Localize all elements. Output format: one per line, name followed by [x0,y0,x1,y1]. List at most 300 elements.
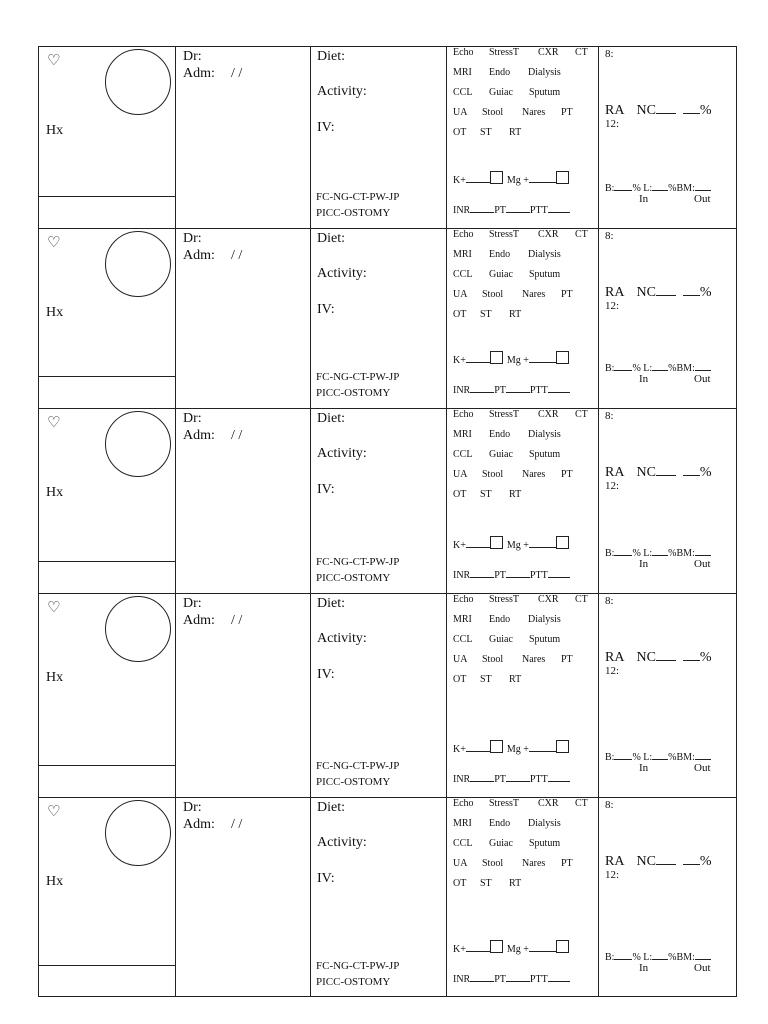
tests-cell [447,594,599,797]
test-option: Guiac [489,269,513,280]
nc-label: NC [636,285,656,300]
time-8: 8: [605,48,614,60]
nc-label: NC [636,465,656,480]
b-label: B: [605,363,615,374]
test-option: RT [509,674,522,685]
test-option: Dialysis [528,818,561,829]
fill-blank[interactable] [683,651,700,661]
coag-line [453,383,570,396]
fill-blank[interactable] [652,950,668,960]
test-option: PT [561,107,573,118]
fill-blank[interactable] [652,181,668,191]
test-option: Sputum [529,269,561,280]
test-option: Endo [489,818,511,829]
fill-blank[interactable] [614,950,632,960]
test-option: MRI [453,429,472,440]
patient-block [38,46,737,228]
test-option: Echo [453,409,474,420]
fill-blank[interactable] [548,972,570,982]
orders-cell [311,229,447,408]
fill-blank[interactable] [470,772,494,782]
test-option: ST [480,878,492,889]
inr-label: INR [453,385,471,396]
test-option: CT [575,798,588,809]
percent-sign: % [699,285,712,300]
mg-checkbox[interactable] [556,171,569,184]
bm-label: %BM: [668,952,695,963]
doctor-cell [176,47,311,228]
test-option: StressT [489,594,519,605]
pt-label: PT [494,570,506,581]
test-option: MRI [453,818,472,829]
fill-blank[interactable] [466,942,490,952]
dr-label: Dr: [183,596,202,611]
fill-blank[interactable] [548,772,570,782]
k-checkbox[interactable] [490,940,503,953]
patient-id-cell [39,798,176,996]
fill-blank[interactable] [529,538,556,548]
cell-divider [39,376,175,377]
patient-id-cell [39,409,176,593]
fill-blank[interactable] [656,466,676,476]
test-option: PT [561,289,573,300]
test-option: OT [453,878,467,889]
doctor-cell [176,229,311,408]
in-label: In [639,558,649,570]
ra-line [605,465,712,481]
coag-line [453,203,570,216]
adm-label: Adm: [183,66,215,81]
ra-label: RA [605,103,625,118]
hx-label: Hx [46,485,64,500]
ra-line [605,650,712,666]
vitals-cell [599,47,738,228]
lines-label: FC-NG-CT-PW-JP [316,760,400,772]
test-option: Endo [489,614,511,625]
b-label: B: [605,752,615,763]
patient-circle[interactable] [105,800,171,866]
test-option: MRI [453,249,472,260]
test-option: ST [480,489,492,500]
test-option: StressT [489,409,519,420]
diet-label: Diet: [317,800,345,815]
test-option: Nares [522,469,546,480]
picc-label: PICC-OSTOMY [316,207,391,219]
test-option: Echo [453,798,474,809]
pt-label: PT [494,205,506,216]
time-8: 8: [605,799,614,811]
fill-blank[interactable] [695,546,711,556]
test-option: Echo [453,594,474,605]
inr-label: INR [453,205,471,216]
test-option: Dialysis [528,614,561,625]
heart-icon: ♡ [47,598,61,616]
test-option: MRI [453,67,472,78]
activity-label: Activity: [317,446,367,461]
ptt-label: PTT [529,570,548,581]
test-option: Guiac [489,87,513,98]
test-option: ST [480,674,492,685]
test-option: Guiac [489,634,513,645]
test-option: Nares [522,858,546,869]
fill-blank[interactable] [695,950,711,960]
fill-blank[interactable] [656,651,676,661]
k-label: K+ [453,744,466,755]
time-12: 12: [605,869,620,881]
adm-date: / / [231,613,243,628]
vitals-cell [599,594,738,797]
patient-block [38,228,737,408]
patient-circle[interactable] [105,596,171,662]
test-option: Dialysis [528,249,561,260]
test-option: CXR [538,409,559,420]
test-option: Sputum [529,838,561,849]
test-option: Dialysis [528,67,561,78]
heart-icon: ♡ [47,233,61,251]
patient-id-cell [39,229,176,408]
ptt-label: PTT [529,974,548,985]
hx-label: Hx [46,305,64,320]
electrolyte-line [453,536,569,551]
test-option: UA [453,289,468,300]
fill-blank[interactable] [470,568,494,578]
percent-sign: % [699,465,712,480]
test-option: CT [575,409,588,420]
fill-blank[interactable] [652,546,668,556]
test-option: Endo [489,249,511,260]
test-option: UA [453,107,468,118]
l-label: % L: [632,183,653,194]
out-label: Out [694,193,711,205]
fill-blank[interactable] [506,972,530,982]
vitals-cell [599,409,738,593]
fill-blank[interactable] [470,203,494,213]
orders-cell [311,47,447,228]
activity-label: Activity: [317,84,367,99]
test-option: CCL [453,634,473,645]
fill-blank[interactable] [656,286,676,296]
mg-label: Mg + [506,175,529,186]
in-label: In [639,193,649,205]
ptt-label: PTT [529,774,548,785]
patient-circle[interactable] [105,231,171,297]
lines-label: FC-NG-CT-PW-JP [316,191,400,203]
cell-divider [39,561,175,562]
test-option: CXR [538,229,559,240]
fill-blank[interactable] [652,750,668,760]
k-checkbox[interactable] [490,740,503,753]
test-option: StressT [489,47,519,58]
fill-blank[interactable] [466,173,490,183]
test-option: OT [453,489,467,500]
test-option: OT [453,674,467,685]
fill-blank[interactable] [529,353,556,363]
fill-blank[interactable] [683,104,700,114]
inr-label: INR [453,570,471,581]
test-option: PT [561,469,573,480]
test-option: UA [453,858,468,869]
percent-sign: % [699,103,712,118]
patient-circle[interactable] [105,411,171,477]
lines-label: FC-NG-CT-PW-JP [316,960,400,972]
fill-blank[interactable] [695,361,711,371]
cell-divider [39,965,175,966]
k-label: K+ [453,540,466,551]
orders-cell [311,594,447,797]
bm-label: %BM: [668,183,695,194]
test-option: Echo [453,229,474,240]
lines-label: FC-NG-CT-PW-JP [316,556,400,568]
adm-date: / / [231,248,243,263]
mg-checkbox[interactable] [556,536,569,549]
coag-line [453,972,570,985]
time-12: 12: [605,118,620,130]
test-option: CXR [538,47,559,58]
adm-label: Adm: [183,428,215,443]
test-option: CCL [453,838,473,849]
mg-label: Mg + [506,540,529,551]
bm-label: %BM: [668,752,695,763]
ra-line [605,854,712,870]
test-option: Stool [482,654,504,665]
diet-label: Diet: [317,49,345,64]
iv-label: IV: [317,667,335,682]
test-option: Sputum [529,87,561,98]
vitals-cell [599,229,738,408]
test-option: CCL [453,449,473,460]
tests-cell [447,409,599,593]
fill-blank[interactable] [466,538,490,548]
fill-blank[interactable] [529,173,556,183]
mg-label: Mg + [506,744,529,755]
hx-label: Hx [46,874,64,889]
fill-blank[interactable] [656,855,676,865]
mg-checkbox[interactable] [556,351,569,364]
test-option: Endo [489,67,511,78]
fill-blank[interactable] [548,203,570,213]
pt-label: PT [494,774,506,785]
l-label: % L: [632,752,653,763]
iv-label: IV: [317,871,335,886]
in-label: In [639,762,649,774]
patient-block [38,593,737,797]
k-checkbox[interactable] [490,171,503,184]
mg-label: Mg + [506,944,529,955]
test-option: Endo [489,429,511,440]
fill-blank[interactable] [529,942,556,952]
fill-blank[interactable] [506,568,530,578]
test-option: OT [453,127,467,138]
picc-label: PICC-OSTOMY [316,572,391,584]
ptt-label: PTT [529,385,548,396]
test-option: CT [575,594,588,605]
in-label: In [639,962,649,974]
test-option: OT [453,309,467,320]
test-option: RT [509,489,522,500]
k-checkbox[interactable] [490,536,503,549]
heart-icon: ♡ [47,413,61,431]
l-label: % L: [632,548,653,559]
time-12: 12: [605,480,620,492]
test-option: Echo [453,47,474,58]
fill-blank[interactable] [614,546,632,556]
ptt-label: PTT [529,205,548,216]
test-option: CXR [538,798,559,809]
adm-label: Adm: [183,817,215,832]
percent-sign: % [699,854,712,869]
orders-cell [311,409,447,593]
b-label: B: [605,183,615,194]
test-option: Stool [482,289,504,300]
coag-line [453,772,570,785]
iv-label: IV: [317,120,335,135]
b-label: B: [605,952,615,963]
fill-blank[interactable] [548,383,570,393]
test-option: Guiac [489,449,513,460]
fill-blank[interactable] [695,181,711,191]
fill-blank[interactable] [695,750,711,760]
electrolyte-line [453,740,569,755]
activity-label: Activity: [317,835,367,850]
test-option: CT [575,229,588,240]
adm-date: / / [231,817,243,832]
test-option: CCL [453,87,473,98]
pt-label: PT [494,385,506,396]
coag-line [453,568,570,581]
fill-blank[interactable] [614,361,632,371]
time-12: 12: [605,665,620,677]
percent-sign: % [699,650,712,665]
test-option: RT [509,878,522,889]
k-checkbox[interactable] [490,351,503,364]
mg-checkbox[interactable] [556,940,569,953]
mg-checkbox[interactable] [556,740,569,753]
doctor-cell [176,594,311,797]
tests-cell [447,47,599,228]
test-option: CXR [538,594,559,605]
ra-label: RA [605,854,625,869]
fill-blank[interactable] [614,181,632,191]
picc-label: PICC-OSTOMY [316,976,391,988]
fill-blank[interactable] [683,855,700,865]
lines-label: FC-NG-CT-PW-JP [316,371,400,383]
ra-line [605,285,712,301]
inr-label: INR [453,774,471,785]
tests-cell [447,229,599,408]
fill-blank[interactable] [470,972,494,982]
test-option: Stool [482,469,504,480]
out-label: Out [694,558,711,570]
adm-label: Adm: [183,248,215,263]
fill-blank[interactable] [506,772,530,782]
patient-circle[interactable] [105,49,171,115]
test-option: PT [561,858,573,869]
test-option: MRI [453,614,472,625]
ra-label: RA [605,285,625,300]
cell-divider [39,765,175,766]
patient-id-cell [39,47,176,228]
test-option: RT [509,127,522,138]
activity-label: Activity: [317,266,367,281]
k-label: K+ [453,944,466,955]
picc-label: PICC-OSTOMY [316,387,391,399]
test-option: RT [509,309,522,320]
patient-block [38,408,737,593]
fill-blank[interactable] [506,383,530,393]
k-label: K+ [453,175,466,186]
hx-label: Hx [46,670,64,685]
adm-date: / / [231,66,243,81]
test-option: Stool [482,858,504,869]
electrolyte-line [453,351,569,366]
fill-blank[interactable] [683,466,700,476]
fill-blank[interactable] [656,104,676,114]
fill-blank[interactable] [529,742,556,752]
hx-label: Hx [46,123,64,138]
pt-label: PT [494,974,506,985]
inr-label: INR [453,974,471,985]
time-12: 12: [605,300,620,312]
test-option: CT [575,47,588,58]
dr-label: Dr: [183,49,202,64]
test-option: Nares [522,654,546,665]
orders-cell [311,798,447,996]
vitals-cell [599,798,738,996]
test-option: StressT [489,229,519,240]
fill-blank[interactable] [652,361,668,371]
heart-icon: ♡ [47,51,61,69]
diet-label: Diet: [317,596,345,611]
adm-label: Adm: [183,613,215,628]
l-label: % L: [632,952,653,963]
fill-blank[interactable] [470,383,494,393]
b-label: B: [605,548,615,559]
k-label: K+ [453,355,466,366]
time-8: 8: [605,230,614,242]
doctor-cell [176,798,311,996]
activity-label: Activity: [317,631,367,646]
test-option: UA [453,654,468,665]
cell-divider [39,196,175,197]
nc-label: NC [636,103,656,118]
heart-icon: ♡ [47,802,61,820]
test-option: Dialysis [528,429,561,440]
picc-label: PICC-OSTOMY [316,776,391,788]
fill-blank[interactable] [614,750,632,760]
fill-blank[interactable] [506,203,530,213]
l-label: % L: [632,363,653,374]
fill-blank[interactable] [548,568,570,578]
test-option: StressT [489,798,519,809]
fill-blank[interactable] [683,286,700,296]
test-option: Sputum [529,634,561,645]
census-sheet [38,46,737,997]
doctor-cell [176,409,311,593]
in-label: In [639,373,649,385]
test-option: Stool [482,107,504,118]
fill-blank[interactable] [466,353,490,363]
electrolyte-line [453,940,569,955]
diet-label: Diet: [317,411,345,426]
electrolyte-line [453,171,569,186]
nc-label: NC [636,650,656,665]
time-8: 8: [605,410,614,422]
fill-blank[interactable] [466,742,490,752]
out-label: Out [694,373,711,385]
test-option: Nares [522,289,546,300]
test-option: UA [453,469,468,480]
adm-date: / / [231,428,243,443]
